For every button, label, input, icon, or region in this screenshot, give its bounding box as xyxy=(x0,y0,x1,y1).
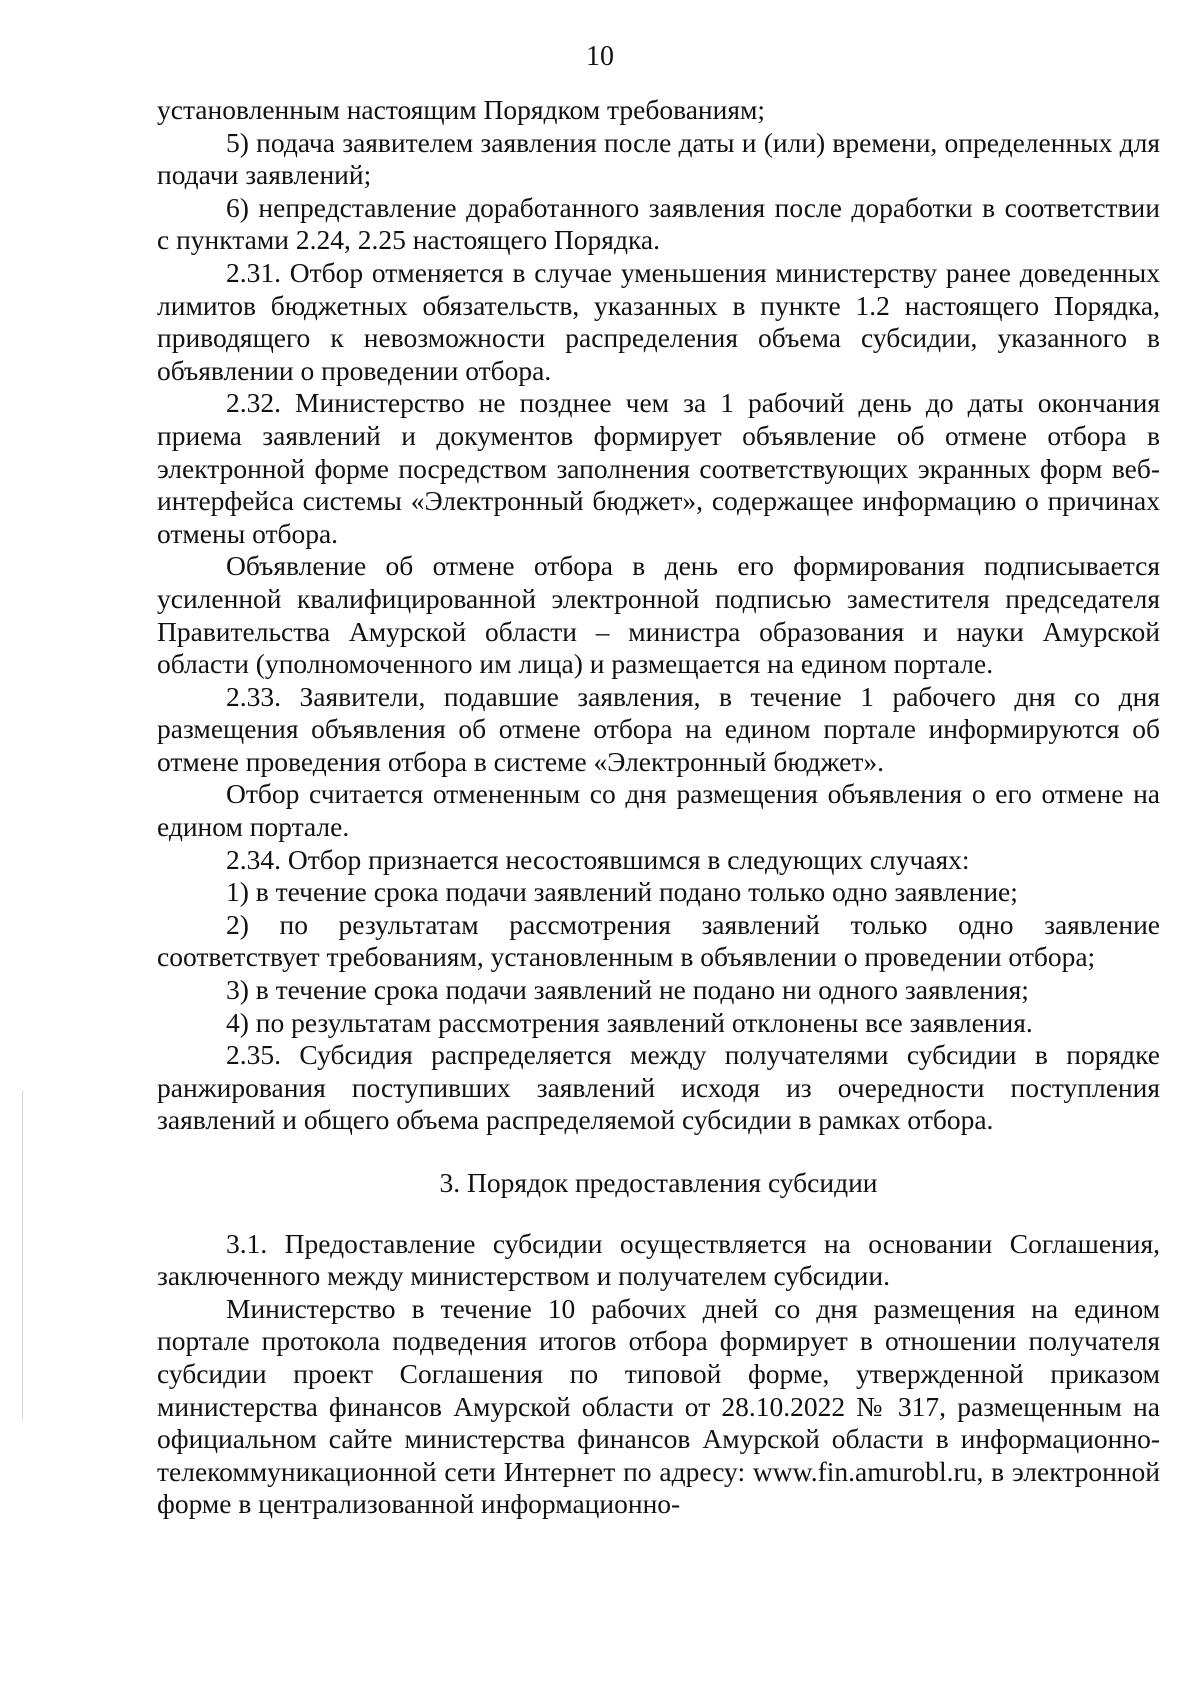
page-number: 10 xyxy=(586,41,614,72)
scan-edge-mark xyxy=(22,1090,23,1420)
paragraph-5: 2.32. Министерство не позднее чем за 1 рабочий день до даты окончания приема заявлений и документов формирует объявление об отмене отбора в электронной форме посредством заполнения соответствующих экранных форм веб-интерфейса системы «Электронный бюджет», содержащее информацию о причинах отмены отбора. xyxy=(157,387,1160,549)
paragraph-11: 2) по результатам рассмотрения заявлений только одно заявление соответствует требованиям, установленным в объявлении о проведении отбора; xyxy=(157,908,1160,973)
paragraph-7: 2.33. Заявители, подавшие заявления, в течение 1 рабочего дня со дня размещения объявления об отмене отбора на едином портале информируются об отмене проведения отбора в системе «Электронный бюджет». xyxy=(157,680,1160,777)
section-heading: 3. Порядок предоставления субсидии xyxy=(439,1167,878,1198)
paragraph-9: 2.34. Отбор признается несостоявшимся в следующих случаях: xyxy=(226,843,970,875)
paragraph-6: Объявление об отмене отбора в день его формирования подписывается усиленной квалифицированной электронной подписью заместителя председателя Правительства Амурской области – министра образования и науки Амурской области (уполномоченного им лица) и размещается на едином портале. xyxy=(157,550,1160,680)
paragraph-4: 2.31. Отбор отменяется в случае уменьшения министерству ранее доведенных лимитов бюджетных обязательств, указанных в пункте 1.2 настоящего Порядка, приводящего к невозможности распределения объема субсидии, указанного в объявлении о проведении отбора. xyxy=(157,256,1160,386)
paragraph-8: Отбор считается отмененным со дня размещения объявления о его отмене на едином портале. xyxy=(157,778,1160,843)
paragraph-3: 6) непредставление доработанного заявления после доработки в соответствии с пунктами 2.24, 2.25 настоящего Порядка. xyxy=(157,191,1160,256)
paragraph-10: 1) в течение срока подачи заявлений подано только одно заявление; xyxy=(226,876,1018,908)
paragraph-14: 2.35. Субсидия распределяется между получателями субсидии в порядке ранжирования поступивших заявлений исходя из очередности поступления заявлений и общего объема распределяемой субсидии в рамках отбора. xyxy=(157,1039,1160,1136)
paragraph-12: 3) в течение срока подачи заявлений не подано ни одного заявления; xyxy=(226,974,1029,1006)
paragraph-2: 5) подача заявителем заявления после даты и (или) времени, определенных для подачи заявлений; xyxy=(157,126,1160,191)
paragraph-16: Министерство в течение 10 рабочих дней со дня размещения на едином портале протокола подведения итогов отбора формирует в отношении получателя субсидии проект Соглашения по типовой форме, утвержденной приказом министерства финансов Амурской области от 28.10.2022 № 317, размещенным на официальном сайте министерства финансов Амурской области в информационно-телекоммуникационной сети Интернет по адресу: www.fin.amurobl.ru, в электронной форме в централизованной информационно- xyxy=(157,1292,1160,1520)
paragraph-1: установленным настоящим Порядком требованиям; xyxy=(157,94,766,125)
document-body xyxy=(157,94,1160,1521)
paragraph-13: 4) по результатам рассмотрения заявлений отклонены все заявления. xyxy=(226,1006,1033,1038)
paragraph-15: 3.1. Предоставление субсидии осуществляется на основании Соглашения, заключенного между министерством и получателем субсидии. xyxy=(157,1227,1160,1292)
